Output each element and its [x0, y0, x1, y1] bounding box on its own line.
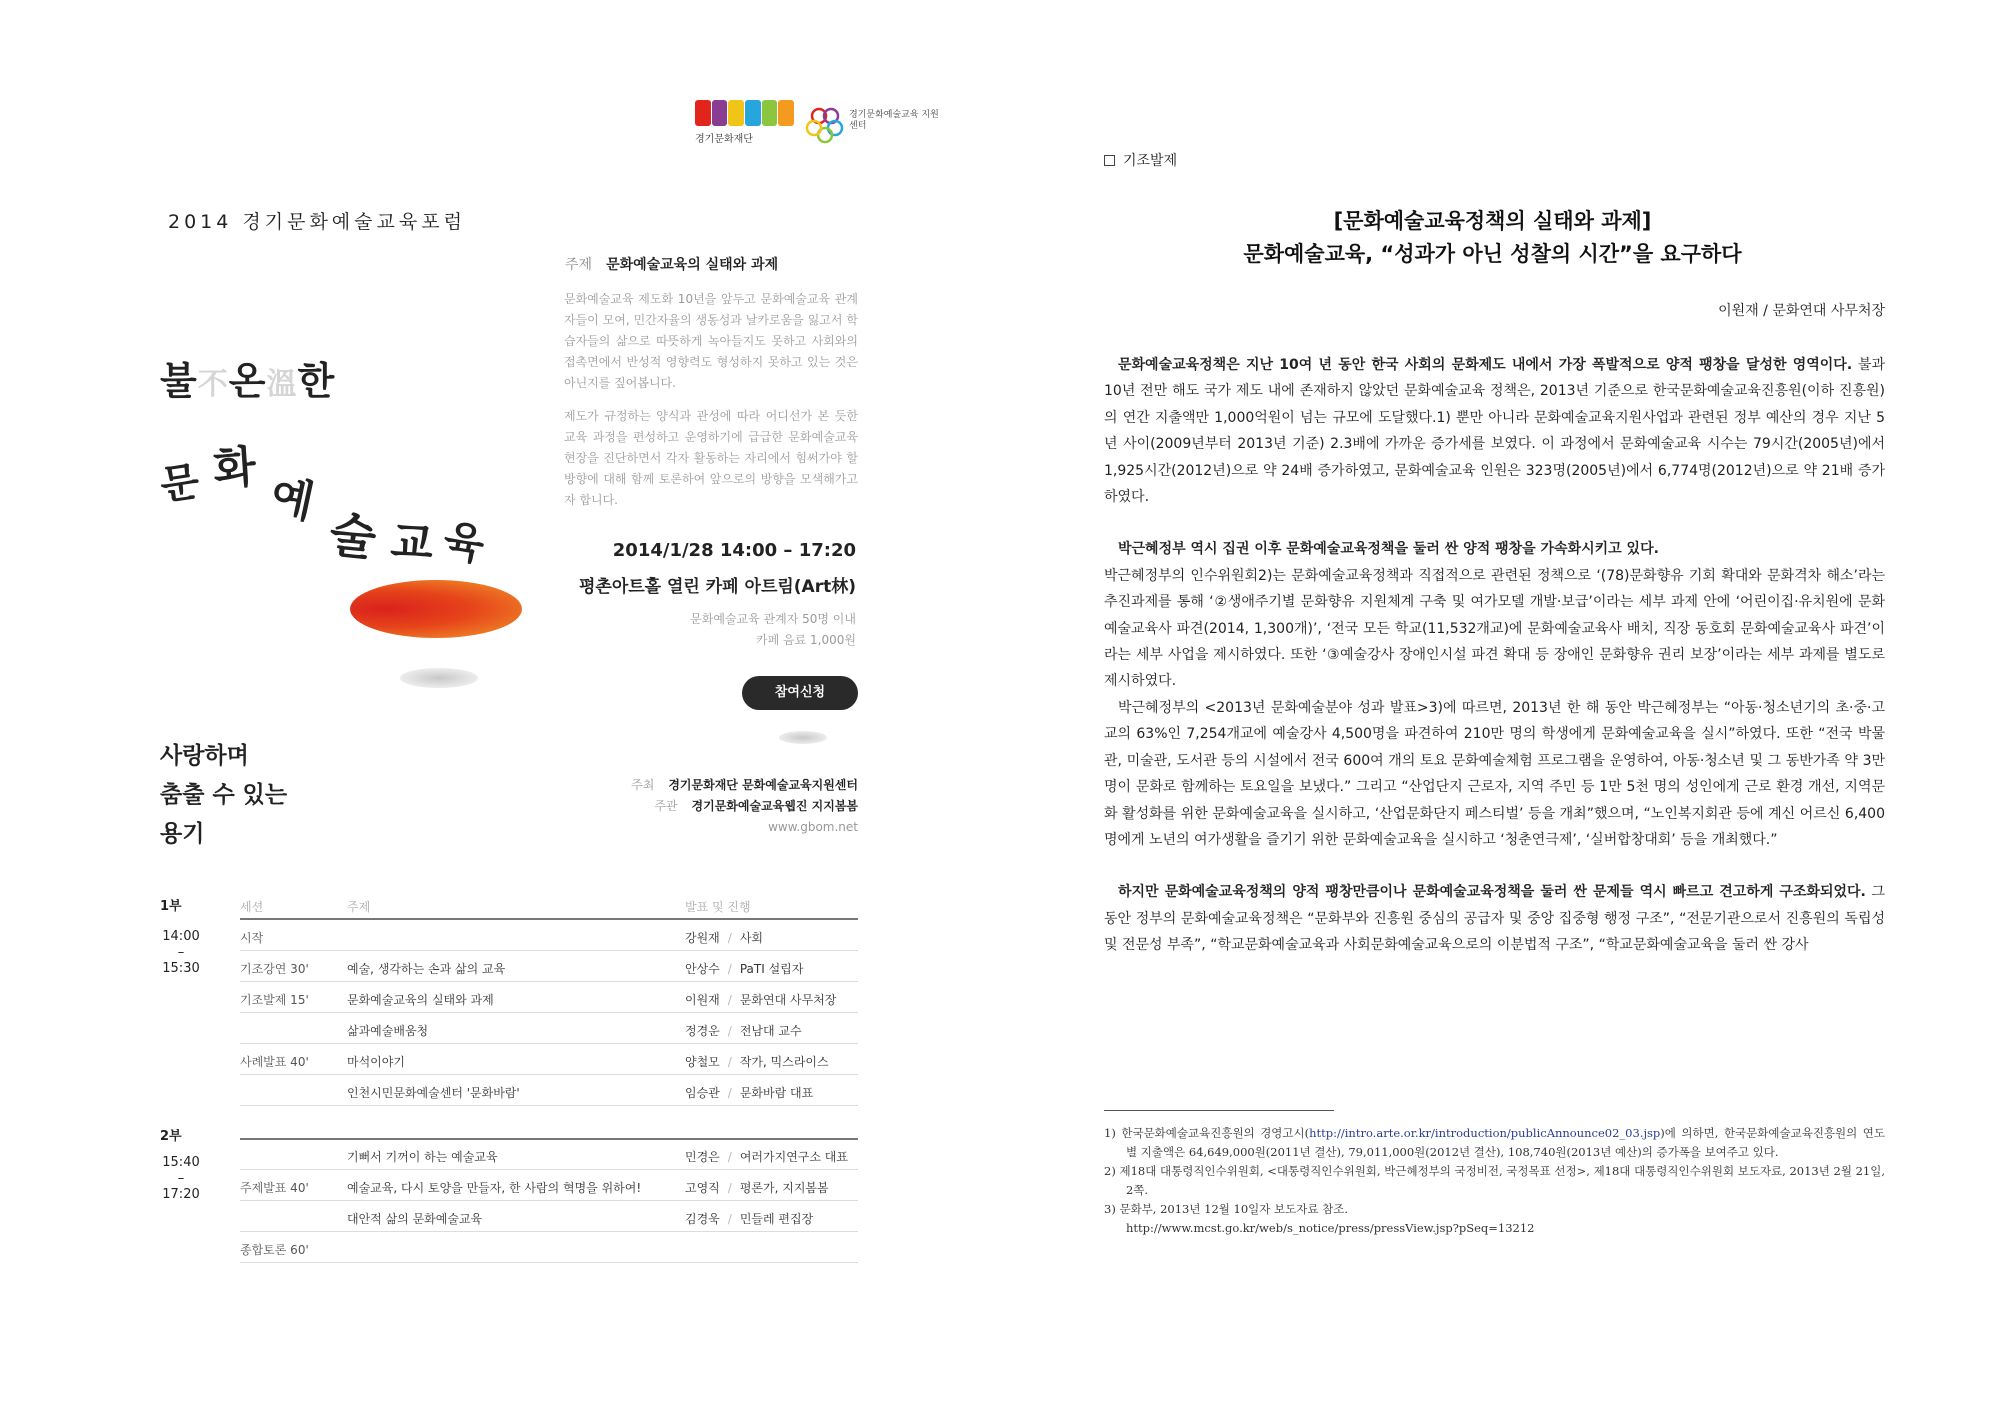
- lead-sentence: 박근혜정부 역시 집권 이후 문화예술교육정책을 둘러 싼 양적 팽창을 가속화시키고 있다.: [1118, 541, 1659, 558]
- session-cell: 시작: [240, 931, 264, 945]
- part2-dash: –: [177, 1171, 185, 1186]
- event-fee: 카페 음료 1,000원: [756, 633, 856, 647]
- slogan: [160, 737, 287, 854]
- table-row: [240, 1139, 858, 1170]
- center-logo-text: 경기문화예술교육 지원센터: [849, 110, 939, 131]
- presenter-cell: [685, 1084, 813, 1101]
- event-datetime: 2014/1/28 14:00 – 17:20: [612, 540, 856, 561]
- body-paragraph: [1104, 536, 1885, 562]
- presenter-role: 민들레 편집장: [739, 1212, 814, 1226]
- header-topic: 주제: [347, 900, 371, 914]
- logo-color-block: [778, 100, 794, 126]
- session-cell: 사례발표 40': [240, 1055, 309, 1069]
- article-page: [1000, 0, 2000, 1413]
- part1-dash: –: [177, 945, 185, 960]
- foundation-logo-text: 경기문화재단: [695, 134, 753, 145]
- footnote: [1104, 1200, 1885, 1238]
- headline-arc-char: 교: [388, 516, 435, 571]
- presenter-role: 전남대 교수: [739, 1024, 802, 1038]
- section-label: [1104, 150, 1177, 170]
- headline-arc-char: 화: [211, 441, 258, 496]
- presenter-name: 임승관: [685, 1086, 720, 1100]
- presenter-role: 문화바람 대표: [739, 1086, 814, 1100]
- website-link[interactable]: www.gbom.net: [768, 820, 858, 834]
- table-row: [240, 1013, 858, 1044]
- theme-row: [565, 254, 778, 274]
- article-title-line2: 문화예술교육, “성과가 아닌 성찰의 시간”을 요구하다: [1243, 242, 1742, 266]
- manage-name: 경기문화예술교육웹진 지지봄봄: [691, 799, 858, 813]
- presenter-name: 안상수: [685, 962, 720, 976]
- presenter-name: 이원재: [685, 993, 720, 1007]
- topic-cell: 문화예술교육의 실태와 과제: [347, 993, 494, 1007]
- presenter-role: 문화연대 사무처장: [739, 993, 837, 1007]
- presenter-cell: [685, 1148, 848, 1165]
- headline-char: 불: [160, 359, 198, 403]
- separator: /: [727, 1086, 732, 1100]
- headline-hanja: 溫: [266, 367, 298, 402]
- part1-label: 1부: [160, 899, 182, 914]
- footnote-link[interactable]: http://intro.arte.or.kr/introduction/publicAnnounce02_03.jsp: [1309, 1126, 1661, 1140]
- logo-color-block: [728, 100, 744, 126]
- button-shadow: [779, 731, 827, 744]
- table-row: [240, 1170, 858, 1201]
- slogan-line: 용기: [160, 821, 205, 847]
- header-session: 세션: [240, 900, 264, 914]
- presenter-cell: [685, 929, 763, 946]
- presenter-cell: [685, 1179, 829, 1196]
- ellipse-shadow: [400, 668, 478, 688]
- topic-cell: 인천시민문화예술센터 '문화바람': [347, 1086, 520, 1100]
- headline-word1: [160, 350, 335, 405]
- table-row: [240, 1044, 858, 1075]
- paragraph-text: 불과 10년 전만 해도 국가 제도 내에 존재하지 않았던 문화예술교육 정책은, 2013년 기준으로 한국문화예술교육진흥원(이하 진흥원)의 연간 지출액만 1,000억원이 넘는 규모에 도달했다.1) 뿐만 아니라 문화예술교육지원사업과 관련된 정부 예산의 경우 지난 5년 사이(2009년부터 2013년 기준) 2.3배에 가까운 증가세를 보였다. 이 과정에서 문화예술교육 시수는 79시간(2005년)에서 1,925시간(2012년)으로 약 24배 증가하였고, 문화예술교육 인원은 323명(2005년)에서 6,774명(2012년)으로 약 21배 증가하였다.: [1104, 357, 1885, 506]
- footnote: [1104, 1124, 1885, 1162]
- description-paragraph: 제도가 규정하는 양식과 관성에 따라 어디선가 본 듯한 교육 과정을 편성하고 운영하기에 급급한 문화예술교육 현장을 진단하면서 각자 활동하는 자리에서 힘써가야 할 방향에 대해 함께 토론하여 앞으로의 방향을 모색해가고자 합니다.: [564, 409, 858, 507]
- topic-cell: 기뻐서 기꺼이 하는 예술교육: [347, 1150, 498, 1164]
- table-row: [240, 982, 858, 1013]
- red-ellipse-graphic: [350, 580, 522, 638]
- topic-cell: 예술, 생각하는 손과 삶의 교육: [347, 962, 506, 976]
- description-paragraph: 문화예술교육 제도화 10년을 앞두고 문화예술교육 관계자들이 모여, 민간자율의 생동성과 날카로움을 잃고서 학습자들의 삶으로 따뜻하게 녹아들지도 못하고 사회와의 접촉면에서 반성적 영향력도 형성하지 못하고 있는 것은 아닌지를 짚어봅니다.: [564, 292, 858, 390]
- separator: /: [727, 993, 732, 1007]
- host-name: 경기문화재단 문화예술교육지원센터: [668, 778, 858, 792]
- footnote-number: 3): [1104, 1202, 1116, 1216]
- presenter-name: 민경은: [685, 1150, 720, 1164]
- event-notes: [560, 609, 856, 651]
- lead-sentence: 하지만 문화예술교육정책의 양적 팽창만큼이나 문화예술교육정책을 둘러 싼 문제들 역시 빠르고 견고하게 구조화되었다.: [1118, 884, 1866, 901]
- headline-arc-char: 예: [266, 470, 319, 529]
- presenter-cell: [685, 991, 836, 1008]
- presenter-cell: [685, 1053, 829, 1070]
- headline-char: 한: [297, 359, 336, 403]
- presenter-role: 작가, 믹스라이스: [739, 1055, 829, 1069]
- table-row: [240, 1201, 858, 1232]
- checkbox-icon: [1104, 155, 1115, 166]
- host-label: 주최: [631, 778, 655, 792]
- footnote-number: 2): [1104, 1164, 1116, 1178]
- footnote-text: )에 의하면, 한국문화예술교육진흥원의 연도별 지출액은 64,649,000원(2011년 결산), 79,011,000원(2012년 결산), 108,740원(2013년 예산)의 증가폭을 보여주고 있다.: [1126, 1126, 1885, 1159]
- body-paragraph: [1104, 879, 1885, 958]
- theme-value: 문화예술교육의 실태와 과제: [606, 257, 779, 273]
- header-presenter: 발표 및 진행: [685, 900, 751, 914]
- part2-end: 17:20: [162, 1187, 200, 1202]
- event-description: [564, 289, 858, 523]
- topic-cell: 삶과예술배움청: [347, 1024, 429, 1038]
- session-cell: 기조발제 15': [240, 993, 309, 1007]
- organizers: [560, 775, 858, 838]
- event-capacity: 문화예술교육 관계자 50명 이내: [690, 612, 856, 626]
- table-row: [240, 920, 858, 951]
- presenter-role: 평론가, 지지봄봄: [739, 1181, 829, 1195]
- part2-start: 15:40: [162, 1155, 200, 1170]
- section-label-text: 기조발제: [1123, 153, 1178, 169]
- part1-start: 14:00: [162, 929, 200, 944]
- headline-arc-char: 술: [326, 506, 379, 568]
- body-paragraph: [1104, 352, 1885, 510]
- slogan-line: 춤출 수 있는: [160, 782, 288, 808]
- footnote-text: 문화부, 2013년 12월 10일자 보도자료 참조.: [1119, 1202, 1349, 1216]
- footnote-number: 1): [1104, 1126, 1116, 1140]
- logo-color-block: [712, 100, 728, 126]
- slogan-line: 사랑하며: [160, 743, 249, 769]
- flower-icon: [805, 104, 845, 144]
- presenter-name: 고영직: [685, 1181, 720, 1195]
- table-row: [240, 1075, 858, 1106]
- body-paragraph: 박근혜정부의 인수위원회2)는 문화예술교육정책과 직접적으로 관련된 정책으로 ‘(78)문화향유 기회 확대와 문화격차 해소’라는 추진과제를 통해 ‘②생애주기별 문화향유 지원체계 구축 및 여가모델 개발·보급’이라는 세부 과제 안에 ‘어린이집·유치원에 문화예술교육사 파견(2014, 1,300개)’, ‘전국 모든 학교(11,532개교)에 문화예술교육사 배치, 직장 동호회 문화예술교육사 파견’이라는 세부 사업을 제시하였다. 또한 ‘③예술강사 장애인시설 파견 확대 등 장애인 문화향유 권리 보장’이라는 세부 과제를 별도로 제시하였다.: [1104, 567, 1885, 690]
- separator: /: [727, 1024, 732, 1038]
- part2-label: 2부: [160, 1129, 182, 1144]
- topic-cell: 마석이야기: [347, 1055, 405, 1069]
- body-paragraph: 박근혜정부의 <2013년 문화예술분야 성과 발표>3)에 따르면, 2013년 한 해 동안 박근혜정부는 “아동·청소년기의 초·중·고교의 63%인 7,254개교에 예술강사 4,500명을 파견하여 210만 명의 학생에게 문화예술교육을 실시”하였다. 또한 “전국 박물관, 미술관, 도서관 등의 시설에서 전국 600여 개의 토요 문화예술체험 프로그램을 운영하여, 아동·청소년 및 그 동반가족 약 3만 명이 문화로 함께하는 토요일을 보냈다.” 그리고 “산업단지 근로자, 지역 주민 등 1만 5천 명의 성인에게 근로 환경 개선, 지역문화 활성화를 위한 문화예술교육을 실시하고, ‘산업문화단지 페스티벌’ 등을 개최”했으며, “노인복지회관 등에 계신 어르신 6,400명에게 노년의 여가생활을 즐기기 위한 문화예술교육을 실시하고 ‘청춘연극제’, ‘실버합창대회’ 등을 개최했다.”: [1104, 699, 1885, 848]
- apply-button[interactable]: 참여신청: [742, 676, 858, 710]
- part2-time: [160, 1155, 202, 1203]
- session-cell: 주제발표 40': [240, 1181, 309, 1195]
- paragraph-text: 그 동안 정부의 문화예술교육정책은 “문화부와 진흥원 중심의 공급자 및 중앙 집중형 행정 구조”, “전문기관으로서 진흥원의 독립성 및 전문성 부족”, “학교문화예술교육과 사회문화예술교육으로의 이분법적 구조”, “학교문화예술교육을 둘러 싼 강사: [1104, 884, 1885, 954]
- logo-color-block: [762, 100, 778, 126]
- article-body: [1104, 352, 1885, 959]
- presenter-cell: [685, 960, 803, 977]
- session-cell: 종합토론 60': [240, 1243, 309, 1257]
- session-cell: 기조강연 30': [240, 962, 309, 976]
- part1-time: [160, 929, 202, 977]
- table-row: [240, 1232, 858, 1263]
- separator: /: [727, 1212, 732, 1226]
- separator: /: [727, 931, 732, 945]
- presenter-name: 김경욱: [685, 1212, 720, 1226]
- manage-label: 주관: [654, 799, 678, 813]
- foundation-logo: [695, 100, 795, 146]
- presenter-role: PaTI 설립자: [739, 962, 804, 976]
- footnote-text: 제18대 대통령직인수위원회, <대통령직인수위원회, 박근혜정부의 국정비전, 국정목표 선정>, 제18대 대통령직인수위원회 보도자료, 2013년 2월 21일, 2쪽.: [1119, 1164, 1886, 1197]
- presenter-role: 여러가지연구소 대표: [739, 1150, 848, 1164]
- footnote-divider: [1104, 1110, 1334, 1111]
- topic-cell: 대안적 삶의 문화예술교육: [347, 1212, 483, 1226]
- separator: /: [727, 1181, 732, 1195]
- article-author: 이원재 / 문화연대 사무처장: [1718, 303, 1885, 319]
- center-logo: [805, 104, 940, 144]
- logo-color-block: [695, 100, 711, 126]
- footnotes: [1104, 1124, 1885, 1238]
- presenter-name: 양철모: [685, 1055, 720, 1069]
- logo-bar: [695, 100, 940, 150]
- footnote-text: 한국문화예술교육진흥원의 경영고시(: [1121, 1126, 1310, 1140]
- logo-color-block: [745, 100, 761, 126]
- presenter-name: 강원재: [685, 931, 720, 945]
- footnote-url[interactable]: http://www.mcst.go.kr/web/s_notice/press/pressView.jsp?pSeq=13212: [1126, 1221, 1535, 1235]
- separator: /: [727, 1055, 732, 1069]
- schedule-header-row: [240, 889, 858, 920]
- topic-cell: 예술교육, 다시 토양을 만들자, 한 사람의 혁명을 위하여!: [347, 1181, 642, 1195]
- presenter-cell: [685, 1210, 813, 1227]
- headline-arc-char: 문: [157, 458, 203, 510]
- presenter-cell: [685, 1022, 802, 1039]
- table-row: [240, 951, 858, 982]
- forum-title: 2014 경기문화예술교육포럼: [168, 211, 466, 233]
- part1-end: 15:30: [162, 961, 200, 976]
- article-title-line1: [문화예술교육정책의 실태와 과제]: [1333, 209, 1652, 233]
- event-place: 평촌아트홀 열린 카페 아트림(Art林): [578, 577, 856, 597]
- theme-label: 주제: [565, 257, 593, 273]
- headline-char: 온: [228, 359, 267, 403]
- presenter-role: 사회: [739, 931, 764, 945]
- separator: /: [727, 1150, 732, 1164]
- headline-hanja: 不: [197, 367, 229, 402]
- headline-arc-char: 육: [439, 514, 489, 571]
- presenter-name: 정경운: [685, 1024, 720, 1038]
- footnote: [1104, 1162, 1885, 1200]
- separator: /: [727, 962, 732, 976]
- lead-sentence: 문화예술교육정책은 지난 10여 년 동안 한국 사회의 문화제도 내에서 가장 폭발적으로 양적 팽창을 달성한 영역이다.: [1118, 357, 1853, 373]
